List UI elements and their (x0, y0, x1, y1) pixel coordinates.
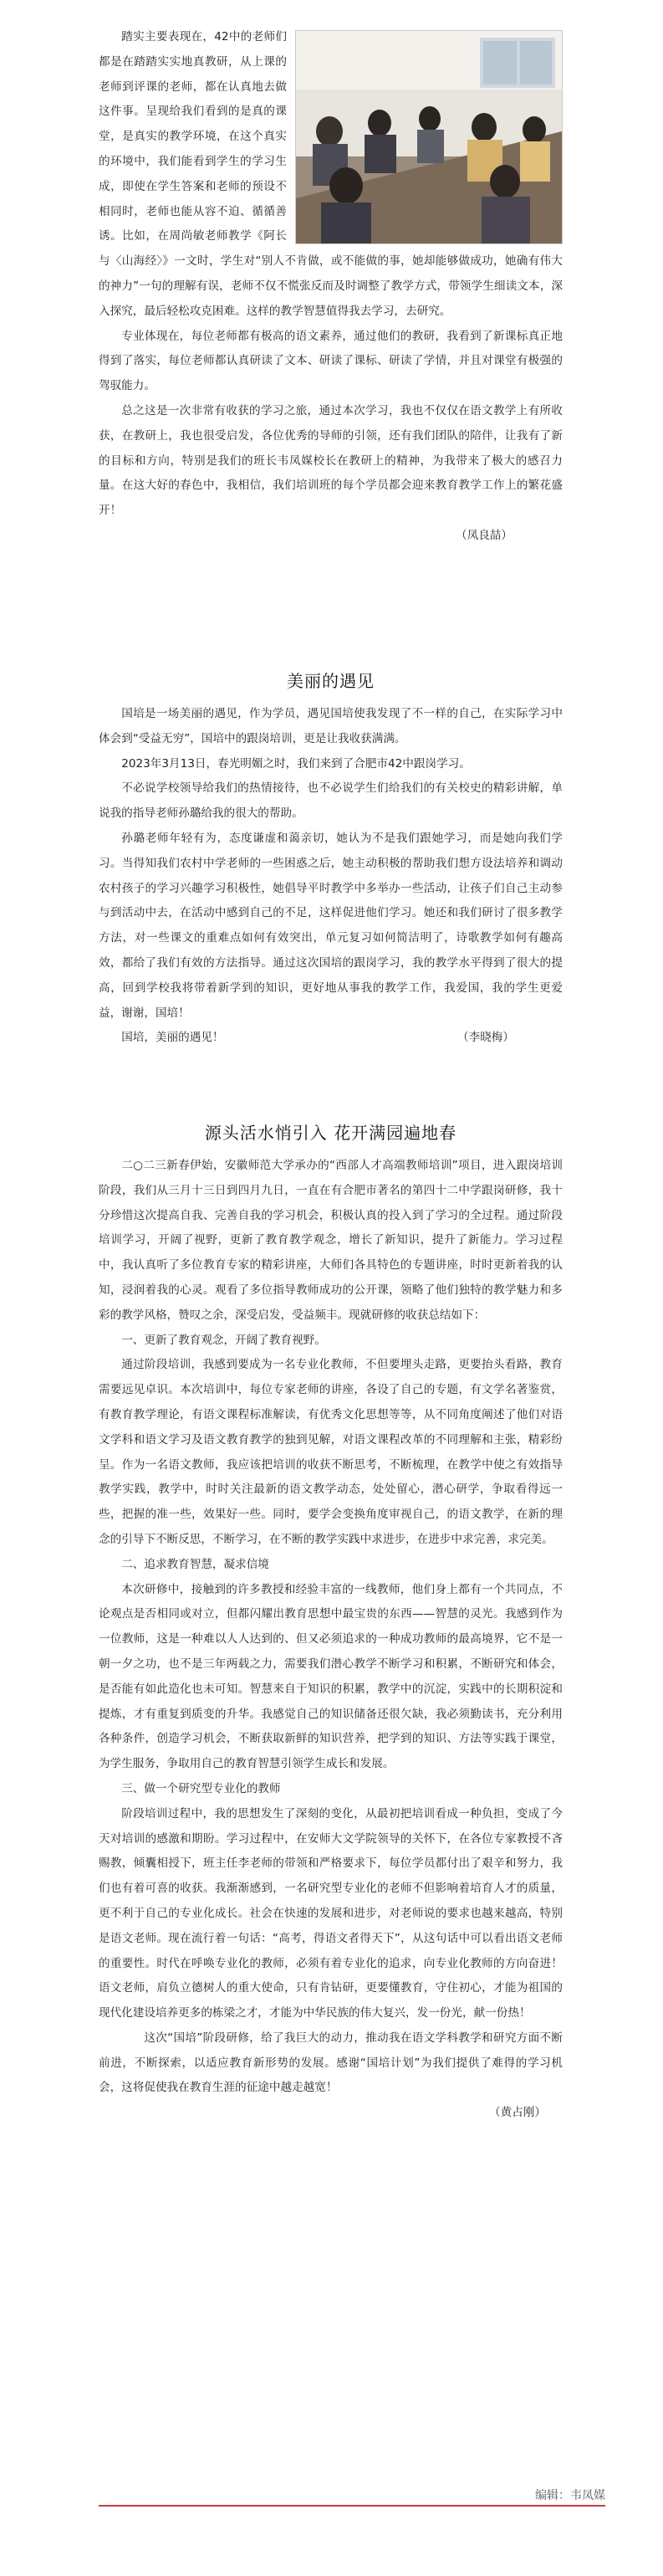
article-1-paragraph-2: 专业体现在，每位老师都有极高的语文素养，通过他们的教研，我看到了新课标真正地得到了落实，每位老师都认真研读了文本、研读了课标、研读了学情，并且对课堂有极强的驾驭能力。 (99, 329, 563, 393)
article-3-paragraph-5: 这次“国培”阶段研修，给了我巨大的动力，推动我在语文学科教学和研究方面不断前进，不断探索，以适应教育新形势的发展。感谢“国培计划”为我们提供了难得的学习机会，这将促使我在教育生涯的征途中越走越宽！ (99, 2031, 563, 2095)
article-2-paragraph-3: 不必说学校领导给我们的热情接待，也不必说学生们给我们的有关校史的精彩讲解，单说我的指导老师孙璐给我的很大的帮助。 (99, 781, 563, 821)
article-1-paragraph-1: 踏实主要表现在，42中的老师们都是在踏踏实实地真教研，从上课的老师到评课的老师，都在认真地去做这件事。呈现给我们看到的是真的课堂，是真实的教学环境，在这个真实的环境中，我们能看到学生的学习生成，即使在学生答案和老师的预设不相同时，老师也能从容不迫、循循善诱。比如，在周尚敏老师教学《阿长与〈山海经〉》一文时，学生对“别人不肯做，或不能做的事，她却能够做成功，她确有伟大的神力”一句的理解有误，老师不仅不慌张反而及时调整了教学方式，带领学生细读文本，深入探究，最后轻松攻克困难。这样的教学智慧值得我去学习，去研究。 (99, 30, 563, 318)
footer-red-rule (99, 2505, 605, 2507)
article-2-author: （李晓梅） (457, 1031, 514, 1045)
article-3-paragraph-4: 阶段培训过程中，我的思想发生了深刻的变化，从最初把培训看成一种负担，变成了今天对培训的感激和期盼。学习过程中，在安师大文学院领导的关怀下，在各位专家教授不吝赐教，倾囊相授下，班主任李老师的带领和严格要求下，每位学员都付出了艰辛和努力，我们也有着可喜的收获。我渐渐感到，一名研究型专业化的老师不但影响着培育人才的质量，更不利于自己的专业化成长。社会在快速的发展和进步，对老师说的要求也越来越高，特别是语文老师。现在流行着一句话：“高考，得语文者得天下”，从这句话中可以看出语文老师的重要性。时代在呼唤专业化的教师，必须有着专业化的追求，向专业化教师的方向奋进！语文老师，肩负立德树人的重大使命，只有肯钻研，更要懂教育，守住初心，才能为祖国的现代化建设培养更多的栋梁之才，才能为中华民族的伟大复兴，发一份光，献一份热！ (99, 1806, 563, 2020)
article-3-heading-2: 二、追求教育智慧，凝求信境 (121, 1557, 269, 1571)
article-1-author: （凤良喆） (456, 528, 513, 542)
article-3-paragraph-3: 本次研修中，接触到的许多教授和经验丰富的一线教师，他们身上都有一个共同点，不论观点是否相同或对立，但都闪耀出教育思想中最宝贵的东西——智慧的灵光。我感到作为一位教师，这是一种难以人人达到的、但又必须追求的一种成功教师的最高境界，它不是一朝一夕之功，也不是三年两载之力，需要我们潜心教学不断学习和积累，不断研究和体会，是否能有如此造化也未可知。智慧来自于知识的积累，教学中的沉淀，实践中的长期积淀和提炼，才有重复到质变的升华。我感觉自己的知识储备还很欠缺，我必须勤读书，充分利用各种条件，创造学习机会，不断获取新鲜的知识营养，把学到的知识、方法等实践于课堂，为学生服务，争取用自己的教育智慧引领学生成长和发展。 (99, 1582, 563, 1771)
article-3-heading-3: 三、做一个研究型专业化的教师 (121, 1781, 281, 1795)
article-3-author: （黄占刚） (489, 2106, 546, 2120)
article-1-paragraph-3: 总之这是一次非常有收获的学习之旅，通过本次学习，我也不仅仅在语文教学上有所收获，在教研上，我也很受启发，各位优秀的导师的引领，还有我们团队的陪伴，让我有了新的目标和方向，特别是我们的班长韦凤媒校长在教研上的精神，为我带来了极大的感召力量。在这大好的春色中，我相信，我们培训班的每个学员都会迎来教育教学工作上的繁花盛开！ (99, 403, 563, 518)
article-2-paragraph-1: 国培是一场美丽的遇见，作为学员，遇见国培使我发现了不一样的自己，在实际学习中体会到“受益无穷”，国培中的跟岗培训，更是让我收获满满。 (99, 707, 563, 745)
editor-credit: 编辑：韦凤媒 (535, 2489, 605, 2502)
article-1 (99, 25, 563, 549)
article-3-heading-1: 一、更新了教育观念，开阔了教育视野。 (121, 1333, 326, 1347)
article-2-paragraph-4: 孙璐老师年轻有为，态度谦虚和蔼亲切，她认为不是我们跟她学习，而是她向我们学习。当得知我们农村中学老师的一些困惑之后，她主动积极的帮助我们想方设法培养和调动农村孩子的学习兴趣学习积极性，她倡导平时教学中多举办一些活动，让孩子们自己主动参与到活动中去，在活动中感到自己的不足，这样促进他们学习。她还和我们研讨了很多教学方法，对一些课文的重难点如何有效突出，单元复习如何简洁明了，诗歌教学如何有趣高效，都给了我们有效的方法指导。通过这次国培的跟岗学习，我的教学水平得到了很大的提高，回到学校我将带着新学到的知识，更好地从事我的教学工作，我爱国，我的学生更爱益，谢谢，国培！ (99, 831, 563, 1020)
article-3-title: 源头活水悄引入 花开满园遍地春 (204, 1123, 457, 1143)
article-2-title: 美丽的遇见 (287, 671, 375, 691)
training-photo (295, 30, 563, 244)
article-3 (99, 1119, 563, 2126)
article-3-paragraph-2: 通过阶段培训，我感到要成为一名专业化教师，不但要埋头走路，更要抬头看路，教育需要远见卓识。本次培训中，每位专家老师的讲座，各设了自己的专题，有文学名著鉴赏，有教育教学理论，有语文课程标准解读，有优秀文化思想等等，从不同角度阐述了他们对语文学科和语文学习及语文教育教学的独到见解，对语文课程改革的不同理解和主张，精彩纷呈。作为一名语文教师，我应该把培训的收获不断思考，不断梳理，在教学中使之有效指导教学实践，教学中，时时关注最新的语文教学动态，处处留心，潜心研学，争取看得远一些，把握的准一些，效果好一些。同时，要学会变换角度审视自己，的语文教学，在新的理念的引导下不断反思，不断学习，在不断的教学实践中求进步，在进步中求完善，求完美。 (99, 1358, 563, 1546)
article-2 (99, 668, 563, 1051)
article-2-closing: 国培，美丽的遇见！ （李晓梅） (99, 1026, 563, 1051)
article-3-paragraph-1: 二○二三新春伊始，安徽师范大学承办的“西部人才高端教师培训”项目，进入跟岗培训阶段，我们从三月十三日到四月九日，一直在有合肥市著名的第四十二中学跟岗研修，我十分珍惜这次提高自我、完善自我的学习机会，积极认真的投入到了学习的全过程。通过阶段培训学习，开阔了视野，更新了教育教学观念，增长了新知识，提升了新能力。学习过程中，我认真听了多位教育专家的精彩讲座，大师们各具特色的专题讲座，时时更新着我的认知，浸润着我的心灵。观看了多位指导教师成功的公开课，领略了他们独特的教学魅力和多彩的教学风格，赞叹之余，深受启发，受益频丰。现就研修的收获总结如下： (99, 1159, 563, 1322)
article-2-paragraph-2: 2023年3月13日，春光明媚之时，我们来到了合肥市42中跟岗学习。 (121, 756, 471, 771)
